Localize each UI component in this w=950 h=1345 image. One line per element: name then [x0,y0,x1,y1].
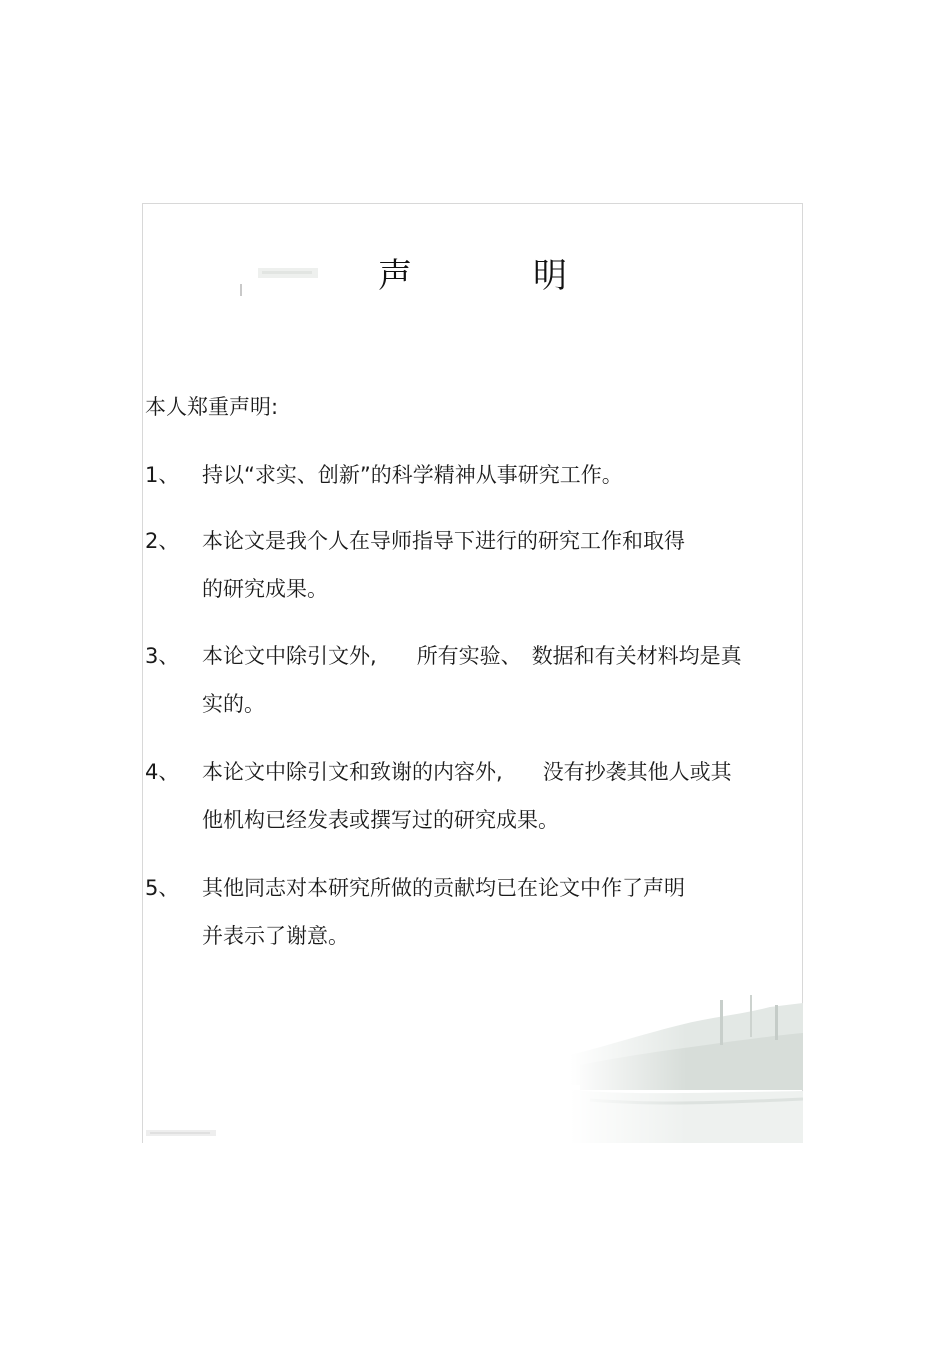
item-line: 实的。 [202,692,265,716]
item-number: 4、 [145,760,180,784]
item-line: 他机构已经发表或撰写过的研究成果。 [202,808,559,832]
item-line: 并表示了谢意。 [202,924,349,948]
item-number: 2、 [145,529,180,553]
page-title-char-2: 明 [533,256,567,296]
item-segment: 本论文中除引文外, [202,644,377,668]
item-line: 的研究成果。 [202,577,328,601]
item-line: 持以“求实、创新”的科学精神从事研究工作。 [202,463,623,487]
page-title-char-1: 声 [378,256,412,296]
item-segment: 数据和有关材料均是真 [531,644,742,668]
item-line [202,748,790,796]
item-line: 其他同志对本研究所做的贡献均已在论文中作了声明 [202,876,685,900]
declaration-intro: 本人郑重声明: [145,395,279,419]
footer-watermark [146,1126,221,1140]
item-line: 本论文是我个人在导师指导下进行的研究工作和取得 [202,529,685,553]
item-segment: 没有抄袭其他人或其 [542,760,732,784]
item-number: 3、 [145,644,180,668]
item-text [202,451,790,499]
item-number: 5、 [145,876,180,900]
item-segment: 本论文中除引文和致谢的内容外, [202,760,503,784]
item-segment: 所有实验、 [416,644,522,668]
item-text [202,864,790,960]
landscape-watermark [570,995,803,1143]
faint-logo-watermark [240,262,320,298]
item-text [202,517,790,613]
item-number: 1、 [145,463,180,487]
item-text [202,632,790,728]
item-line [202,632,790,680]
item-text [202,748,790,844]
